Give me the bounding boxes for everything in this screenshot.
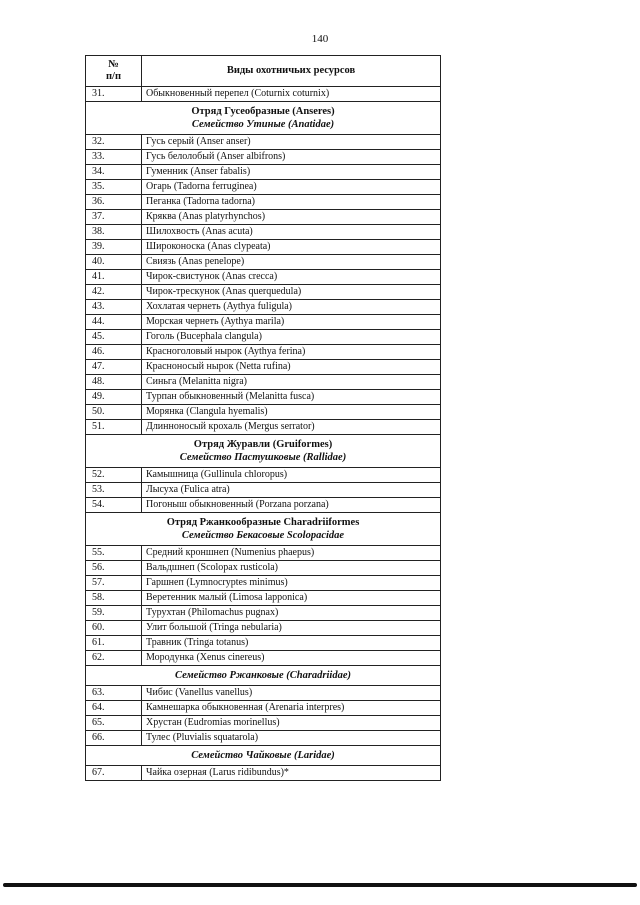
row-number: 51. bbox=[86, 420, 142, 435]
table-row bbox=[86, 561, 441, 576]
table-row bbox=[86, 165, 441, 180]
table-row bbox=[86, 195, 441, 210]
row-number: 57. bbox=[86, 576, 142, 591]
family-title: Семейство Утиные (Anatidae) bbox=[191, 119, 335, 130]
table-row bbox=[86, 766, 441, 781]
footer-rule bbox=[3, 883, 637, 887]
species-name: Гаршнеп (Lymnocryptes minimus) bbox=[142, 576, 441, 591]
table-row bbox=[86, 701, 441, 716]
species-name: Кряква (Anas platyrhynchos) bbox=[142, 210, 441, 225]
species-name: Чайка озерная (Larus ridibundus)* bbox=[142, 766, 441, 781]
row-number: 61. bbox=[86, 636, 142, 651]
species-name: Камышница (Gullinula chloropus) bbox=[142, 468, 441, 483]
table-row bbox=[86, 150, 441, 165]
row-number: 39. bbox=[86, 240, 142, 255]
species-name: Погоныш обыкновенный (Porzana porzana) bbox=[142, 498, 441, 513]
table-row bbox=[86, 576, 441, 591]
species-name: Чирок-трескунок (Anas querquedula) bbox=[142, 285, 441, 300]
row-number: 53. bbox=[86, 483, 142, 498]
species-name: Улит большой (Tringa nebularia) bbox=[142, 621, 441, 636]
row-number: 34. bbox=[86, 165, 142, 180]
table-row bbox=[86, 686, 441, 701]
order-title: Отряд Журавли (Gruiformes) bbox=[193, 439, 333, 450]
row-number: 56. bbox=[86, 561, 142, 576]
table-row bbox=[86, 591, 441, 606]
species-name: Гусь белолобый (Anser albifrons) bbox=[142, 150, 441, 165]
species-name: Вальдшнеп (Scolopax rusticola) bbox=[142, 561, 441, 576]
table-row bbox=[86, 716, 441, 731]
row-number: 35. bbox=[86, 180, 142, 195]
group-header-cell bbox=[86, 666, 441, 686]
species-name: Средний кроншнеп (Numenius phaepus) bbox=[142, 546, 441, 561]
species-name: Морская чернеть (Aythya marila) bbox=[142, 315, 441, 330]
number-column-header bbox=[86, 56, 142, 87]
species-name: Чибис (Vanellus vanellus) bbox=[142, 686, 441, 701]
row-number: 36. bbox=[86, 195, 142, 210]
group-header-row bbox=[86, 513, 441, 546]
species-name: Турухтан (Philomachus pugnax) bbox=[142, 606, 441, 621]
row-number: 37. bbox=[86, 210, 142, 225]
table-row bbox=[86, 651, 441, 666]
species-name: Обыкновенный перепел (Coturnix coturnix) bbox=[142, 87, 441, 102]
table-row bbox=[86, 345, 441, 360]
species-name: Пеганка (Tadorna tadorna) bbox=[142, 195, 441, 210]
family-title: Семейство Пастушковые (Rallidae) bbox=[179, 452, 347, 463]
group-header-row bbox=[86, 102, 441, 135]
table-row bbox=[86, 225, 441, 240]
table-row bbox=[86, 180, 441, 195]
species-name: Широконоска (Anas clypeata) bbox=[142, 240, 441, 255]
species-name: Синьга (Melanitta nigra) bbox=[142, 375, 441, 390]
species-name: Турпан обыкновенный (Melanitta fusca) bbox=[142, 390, 441, 405]
species-name: Травник (Tringa totanus) bbox=[142, 636, 441, 651]
species-name: Длинноносый крохаль (Mergus serrator) bbox=[142, 420, 441, 435]
group-header-cell bbox=[86, 435, 441, 468]
row-number: 31. bbox=[86, 87, 142, 102]
row-number: 40. bbox=[86, 255, 142, 270]
group-header-row bbox=[86, 435, 441, 468]
table-body bbox=[86, 87, 441, 781]
table-row bbox=[86, 606, 441, 621]
table-row bbox=[86, 87, 441, 102]
table-row bbox=[86, 300, 441, 315]
species-name: Чирок-свистунок (Anas crecca) bbox=[142, 270, 441, 285]
table-row bbox=[86, 498, 441, 513]
table-row bbox=[86, 315, 441, 330]
table-header-row bbox=[86, 56, 441, 87]
species-name: Тулес (Pluvialis squatarola) bbox=[142, 731, 441, 746]
row-number: 60. bbox=[86, 621, 142, 636]
table-row bbox=[86, 135, 441, 150]
species-name: Морянка (Clangula hyemalis) bbox=[142, 405, 441, 420]
group-header-cell bbox=[86, 102, 441, 135]
table-row bbox=[86, 405, 441, 420]
row-number: 48. bbox=[86, 375, 142, 390]
table-row bbox=[86, 483, 441, 498]
row-number: 33. bbox=[86, 150, 142, 165]
table-row bbox=[86, 330, 441, 345]
species-name: Хрустан (Eudromias morinellus) bbox=[142, 716, 441, 731]
table-row bbox=[86, 546, 441, 561]
order-title: Отряд Ржанкообразные Charadriiformes bbox=[166, 517, 360, 528]
row-number: 32. bbox=[86, 135, 142, 150]
group-header-cell bbox=[86, 513, 441, 546]
row-number: 43. bbox=[86, 300, 142, 315]
page-number: 140 bbox=[311, 33, 329, 45]
row-number: 55. bbox=[86, 546, 142, 561]
species-column-header: Виды охотничьих ресурсов bbox=[142, 56, 441, 87]
table-row bbox=[86, 210, 441, 225]
row-number: 45. bbox=[86, 330, 142, 345]
table-row bbox=[86, 270, 441, 285]
species-name: Шилохвость (Anas acuta) bbox=[142, 225, 441, 240]
species-name: Веретенник малый (Limosa lapponica) bbox=[142, 591, 441, 606]
row-number: 49. bbox=[86, 390, 142, 405]
species-name: Гусь серый (Anser anser) bbox=[142, 135, 441, 150]
table-row bbox=[86, 621, 441, 636]
row-number: 65. bbox=[86, 716, 142, 731]
group-header-cell bbox=[86, 746, 441, 766]
table-row bbox=[86, 255, 441, 270]
species-name: Красноголовый нырок (Aythya ferina) bbox=[142, 345, 441, 360]
row-number: 67. bbox=[86, 766, 142, 781]
table-row bbox=[86, 468, 441, 483]
row-number: 54. bbox=[86, 498, 142, 513]
table-row bbox=[86, 390, 441, 405]
species-table bbox=[85, 55, 441, 781]
order-title: Отряд Гусеобразные (Anseres) bbox=[191, 106, 335, 117]
group-header-row bbox=[86, 746, 441, 766]
family-title: Семейство Бекасовые Scolopacidae bbox=[181, 530, 345, 541]
species-name: Огарь (Tadorna ferruginea) bbox=[142, 180, 441, 195]
row-number: 46. bbox=[86, 345, 142, 360]
species-name: Лысуха (Fulica atra) bbox=[142, 483, 441, 498]
family-title: Семейство Чайковые (Laridae) bbox=[191, 750, 335, 761]
family-title: Семейство Ржанковые (Charadriidae) bbox=[175, 670, 351, 681]
table-row bbox=[86, 420, 441, 435]
table-row bbox=[86, 285, 441, 300]
species-name: Гуменник (Anser fabalis) bbox=[142, 165, 441, 180]
row-number: 58. bbox=[86, 591, 142, 606]
row-number: 59. bbox=[86, 606, 142, 621]
species-name: Хохлатая чернеть (Aythya fuligula) bbox=[142, 300, 441, 315]
species-name: Мородунка (Xenus cinereus) bbox=[142, 651, 441, 666]
table-row bbox=[86, 636, 441, 651]
species-name: Гоголь (Bucephala clangula) bbox=[142, 330, 441, 345]
row-number: 41. bbox=[86, 270, 142, 285]
row-number: 50. bbox=[86, 405, 142, 420]
species-name: Красноносый нырок (Netta rufina) bbox=[142, 360, 441, 375]
row-number: 42. bbox=[86, 285, 142, 300]
group-header-row bbox=[86, 666, 441, 686]
row-number: 62. bbox=[86, 651, 142, 666]
row-number: 44. bbox=[86, 315, 142, 330]
number-column-label: № п/п bbox=[105, 59, 122, 82]
table-row bbox=[86, 731, 441, 746]
species-name: Камнешарка обыкновенная (Arenaria interpres) bbox=[142, 701, 441, 716]
table-row bbox=[86, 375, 441, 390]
row-number: 52. bbox=[86, 468, 142, 483]
row-number: 63. bbox=[86, 686, 142, 701]
row-number: 47. bbox=[86, 360, 142, 375]
table-row bbox=[86, 240, 441, 255]
species-name: Свиязь (Anas penelope) bbox=[142, 255, 441, 270]
row-number: 66. bbox=[86, 731, 142, 746]
table-row bbox=[86, 360, 441, 375]
row-number: 64. bbox=[86, 701, 142, 716]
row-number: 38. bbox=[86, 225, 142, 240]
